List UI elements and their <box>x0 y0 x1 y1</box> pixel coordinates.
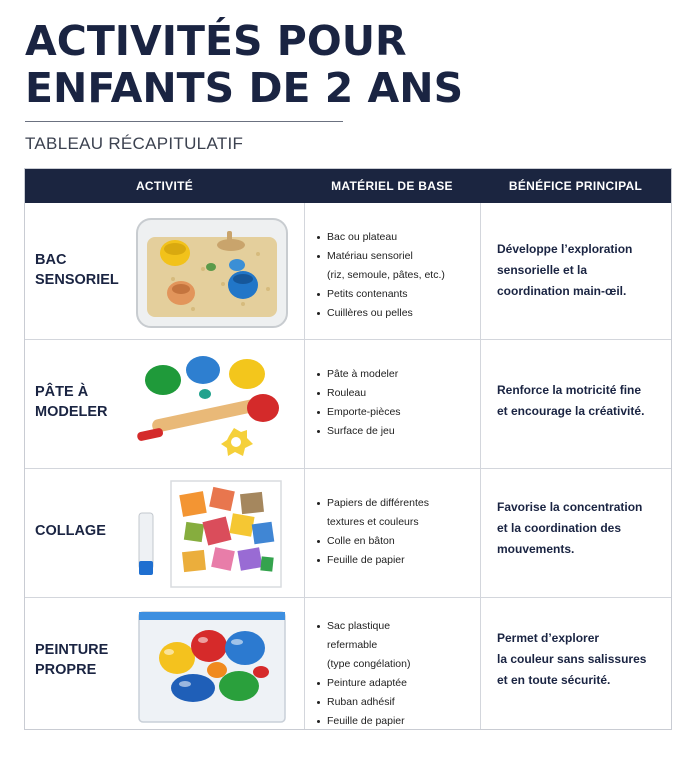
benefit-text: Favorise la concentration et la coordination des mouvements. <box>497 500 643 556</box>
table-row <box>25 203 671 339</box>
activity-name: COLLAGE <box>35 523 106 539</box>
list-item: Feuille de papier <box>317 551 477 570</box>
list-item: Colle en bâton <box>317 532 477 551</box>
table-row <box>25 468 671 597</box>
page-title <box>25 18 665 112</box>
list-item: Pâte à modeler <box>317 365 477 384</box>
title-divider <box>25 121 343 122</box>
paint-bag-illustration <box>133 602 293 726</box>
column-divider <box>304 469 305 597</box>
materials-list <box>317 365 477 441</box>
sensory-bin-illustration <box>133 209 293 333</box>
list-item: Emporte-pièces <box>317 403 477 422</box>
list-item: Peinture adaptée <box>317 674 477 693</box>
list-item: Ruban adhésif <box>317 693 477 712</box>
benefit-text: Permet d’explorer la couleur sans salissures et en toute sécurité. <box>497 631 647 687</box>
column-divider <box>304 340 305 468</box>
benefit-text: Renforce la motricité fine et encourage la créativité. <box>497 383 645 418</box>
materials-list <box>317 617 477 731</box>
column-header-benefit: BÉNÉFICE PRINCIPAL <box>508 179 643 193</box>
column-divider <box>480 469 481 597</box>
list-item: Surface de jeu <box>317 422 477 441</box>
materials-list <box>317 228 477 323</box>
list-item: Matériau sensoriel (riz, semoule, pâtes, etc.) <box>317 247 477 285</box>
list-item: Papiers de différentes textures et couleurs <box>317 494 477 532</box>
page-title-line-2: ENFANTS DE 2 ANS <box>25 64 464 112</box>
table-row <box>25 597 671 729</box>
materials-list <box>317 494 477 570</box>
column-divider <box>480 340 481 468</box>
column-divider <box>304 203 305 339</box>
list-item: Rouleau <box>317 384 477 403</box>
page-title-line-1: ACTIVITÉS POUR <box>25 17 407 65</box>
table-header <box>25 169 671 203</box>
collage-illustration <box>133 475 298 595</box>
list-item: Cuillères ou pelles <box>317 304 477 323</box>
summary-table <box>24 168 672 730</box>
column-divider <box>480 203 481 339</box>
column-header-materials: MATÉRIEL DE BASE <box>331 179 453 193</box>
list-item: Sac plastique refermable (type congélation) <box>317 617 477 674</box>
activity-name: BAC SENSORIEL <box>35 252 119 288</box>
list-item: Petits contenants <box>317 285 477 304</box>
column-header-activity: ACTIVITÉ <box>135 179 194 193</box>
column-divider <box>304 598 305 729</box>
play-dough-illustration <box>133 352 293 462</box>
activity-name: PEINTURE PROPRE <box>35 642 109 678</box>
list-item: Feuille de papier <box>317 712 477 731</box>
column-divider <box>480 598 481 729</box>
list-item: Bac ou plateau <box>317 228 477 247</box>
page-subtitle: TABLEAU RÉCAPITULATIF <box>25 134 244 153</box>
table-row <box>25 339 671 468</box>
activity-name: PÂTE À MODELER <box>35 384 108 420</box>
benefit-text: Développe l’exploration sensorielle et la coordination main-œil. <box>497 242 633 298</box>
